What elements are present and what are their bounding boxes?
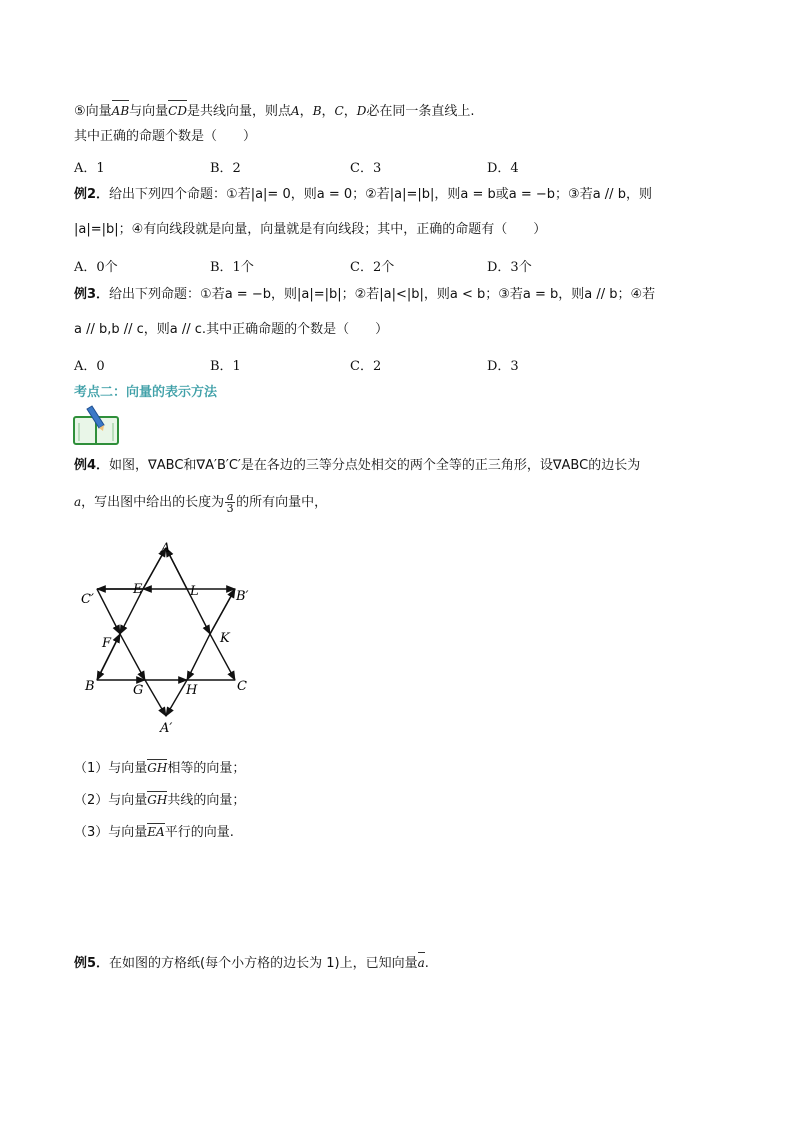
example-label: 例4． bbox=[74, 458, 110, 473]
vector-cd: CD bbox=[168, 98, 187, 120]
sep: ， bbox=[321, 104, 335, 119]
option-b: B．1 bbox=[210, 359, 241, 374]
point-b: B bbox=[312, 104, 322, 118]
text: 相等的向量； bbox=[167, 761, 246, 776]
option-a: A．0 bbox=[74, 359, 105, 374]
sub-question-1 bbox=[74, 757, 245, 776]
example-3-line2: a // b,b // c，则a // c.其中正确命题的个数是（ ） bbox=[74, 322, 389, 337]
fraction-denominator: 3 bbox=[226, 502, 234, 515]
section-header: 考点二：向量的表示方法 bbox=[74, 385, 218, 400]
sep: ， bbox=[343, 104, 357, 119]
circle-number: ⑤ bbox=[74, 104, 86, 119]
option-d: D．3 bbox=[487, 359, 519, 374]
sub-number: （3） bbox=[74, 825, 109, 840]
sub-number: （2） bbox=[74, 793, 109, 808]
vector-ea: EA bbox=[147, 821, 164, 839]
example-label: 例3． bbox=[74, 287, 110, 302]
vector-a: a bbox=[418, 950, 425, 972]
label-A: A bbox=[161, 541, 171, 556]
example-2-line2: |a|=|b|；④有向线段就是向量，向量就是有向线段；其中，正确的命题有（ ） bbox=[74, 222, 547, 237]
text: 平行的向量. bbox=[164, 825, 234, 840]
label-G: G bbox=[133, 683, 144, 698]
label-C-prime: C′ bbox=[81, 592, 94, 607]
point-c: C bbox=[334, 104, 344, 118]
text: ，写出图中给出的长度为 bbox=[81, 495, 225, 510]
vector-gh: GH bbox=[147, 789, 167, 807]
text: 必在同一条直线上. bbox=[366, 104, 475, 119]
label-E: E bbox=[133, 582, 143, 597]
option-a: A．0个 bbox=[74, 260, 118, 275]
sep: ， bbox=[299, 104, 313, 119]
text: 与向量 bbox=[129, 104, 169, 119]
sub-number: （1） bbox=[74, 761, 109, 776]
option-c: C．2 bbox=[350, 359, 382, 374]
example-5-line bbox=[74, 950, 429, 973]
text: 向量 bbox=[85, 104, 112, 119]
example-text: 如图，∇ABC和∇A′B′C′是在各边的三等分点处相交的两个全等的正三角形，设∇ABC的边长为 bbox=[109, 458, 641, 473]
option-b: B．1个 bbox=[210, 260, 254, 275]
label-L: L bbox=[190, 584, 199, 599]
fraction-numerator: a bbox=[226, 490, 234, 503]
text: 与向量 bbox=[108, 825, 148, 840]
example-4-line2 bbox=[74, 489, 327, 516]
example-label: 例5． bbox=[74, 956, 110, 971]
item5-line bbox=[74, 98, 475, 121]
book-pencil-icon bbox=[73, 405, 119, 445]
example-text: 在如图的方格纸(每个小方格的边长为 1)上，已知向量 bbox=[109, 956, 418, 971]
option-c: C．2个 bbox=[350, 260, 395, 275]
point-a: A bbox=[291, 104, 300, 118]
option-b: B．2 bbox=[210, 161, 241, 176]
label-F: F bbox=[102, 636, 112, 651]
label-B: B bbox=[85, 679, 95, 694]
hexagram-figure bbox=[70, 533, 260, 733]
sub-question-3 bbox=[74, 821, 234, 840]
text: 与向量 bbox=[108, 761, 148, 776]
option-c: C．3 bbox=[350, 161, 382, 176]
vector-ab: AB bbox=[112, 98, 129, 120]
vector-gh: GH bbox=[147, 757, 167, 775]
example-3-line1 bbox=[74, 286, 655, 304]
question-prompt: 其中正确的命题个数是（ ） bbox=[74, 129, 257, 144]
label-K: K bbox=[220, 631, 230, 646]
point-d: D bbox=[356, 104, 367, 118]
var-a: a bbox=[74, 495, 82, 509]
example-text: 给出下列命题：①若a = −b，则|a|=|b|；②若|a|<|b|，则a < b；③若a = b，则a // b；④若 bbox=[109, 287, 656, 302]
label-C: C bbox=[237, 679, 247, 694]
example-label: 例2． bbox=[74, 187, 110, 202]
option-d: D．3个 bbox=[487, 260, 532, 275]
sub-question-2 bbox=[74, 789, 245, 808]
option-d: D．4 bbox=[487, 161, 519, 176]
text: 与向量 bbox=[108, 793, 148, 808]
text: . bbox=[424, 956, 429, 971]
example-2-line1 bbox=[74, 186, 652, 204]
text: 共线的向量； bbox=[167, 793, 246, 808]
option-a: A．1 bbox=[74, 161, 105, 176]
label-A-prime: A′ bbox=[160, 721, 173, 733]
example-4-line1 bbox=[74, 457, 640, 475]
text: 是共线向量，则点 bbox=[186, 104, 291, 119]
label-H: H bbox=[186, 683, 198, 698]
text: 的所有向量中， bbox=[236, 495, 328, 510]
label-B-prime: B′ bbox=[236, 589, 249, 604]
example-text: 给出下列四个命题：①若|a|= 0，则a = 0；②若|a|=|b|，则a = b或a = −b；③若a // b，则 bbox=[109, 187, 652, 202]
fraction-a-over-3 bbox=[225, 491, 235, 514]
